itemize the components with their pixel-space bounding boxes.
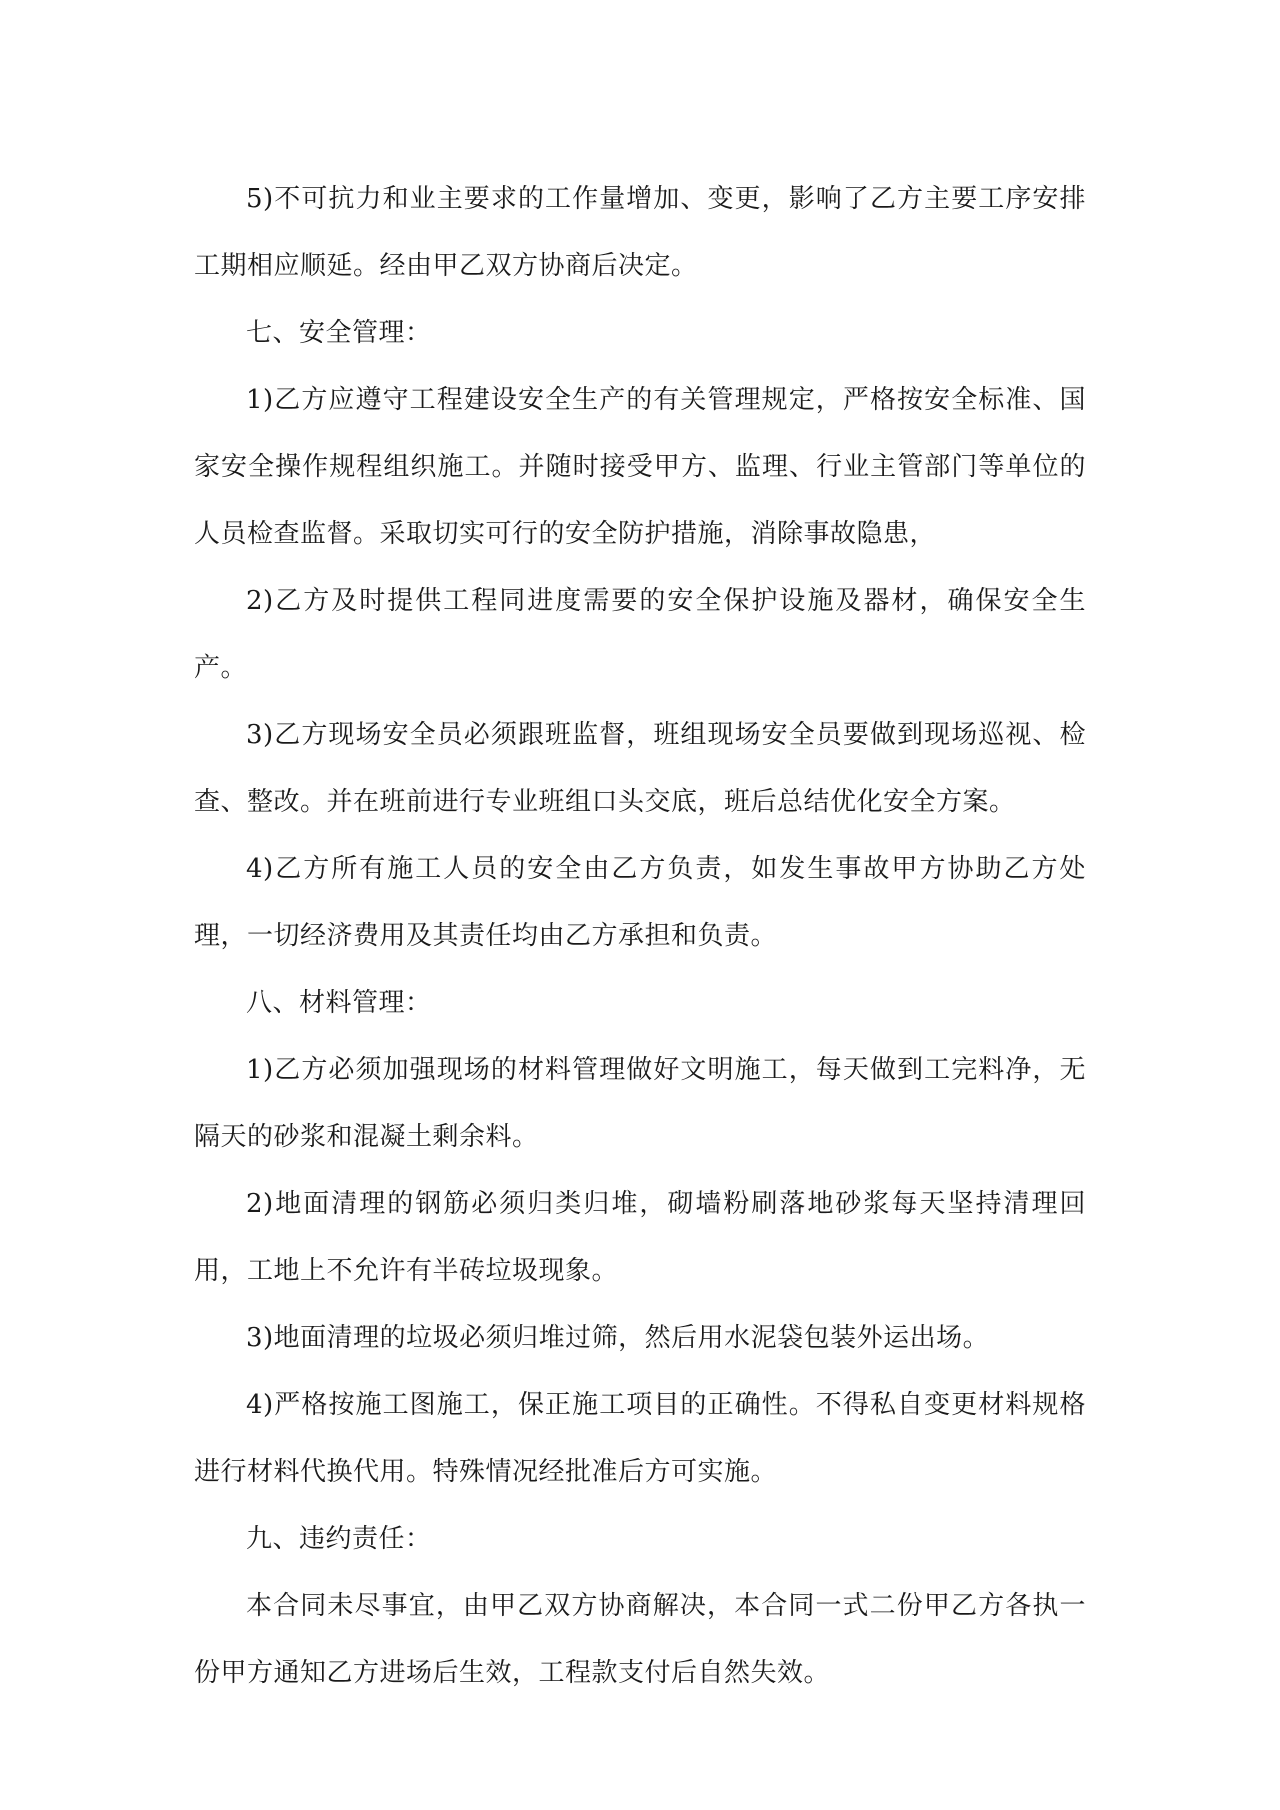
materials-clause-1: 1)乙方必须加强现场的材料管理做好文明施工，每天做到工完料净，无隔天的砂浆和混凝土剩余料。 xyxy=(194,1055,1086,1152)
document-page xyxy=(194,166,1086,1707)
section-heading-safety: 七、安全管理： xyxy=(246,318,432,348)
section-heading-materials: 八、材料管理： xyxy=(246,988,432,1018)
materials-clause-3: 3)地面清理的垃圾必须归堆过筛，然后用水泥袋包装外运出场。 xyxy=(246,1323,990,1353)
safety-clause-1: 1)乙方应遵守工程建设安全生产的有关管理规定，严格按安全标准、国家安全操作规程组织施工。并随时接受甲方、监理、行业主管部门等单位的人员检查监督。采取切实可行的安全防护措施，消除事故隐患， xyxy=(194,385,1086,549)
safety-clause-3: 3)乙方现场安全员必须跟班监督，班组现场安全员要做到现场巡视、检查、整改。并在班前进行专业班组口头交底，班后总结优化安全方案。 xyxy=(194,720,1086,817)
breach-clause: 本合同未尽事宜，由甲乙双方协商解决，本合同一式二份甲乙方各执一份甲方通知乙方进场后生效，工程款支付后自然失效。 xyxy=(194,1591,1086,1688)
clause-5-force-majeure: 5)不可抗力和业主要求的工作量增加、变更，影响了乙方主要工序安排工期相应顺延。经由甲乙双方协商后决定。 xyxy=(194,184,1086,281)
safety-clause-4: 4)乙方所有施工人员的安全由乙方负责，如发生事故甲方协助乙方处理，一切经济费用及其责任均由乙方承担和负责。 xyxy=(194,854,1086,951)
materials-clause-2: 2)地面清理的钢筋必须归类归堆，砌墙粉刷落地砂浆每天坚持清理回用，工地上不允许有半砖垃圾现象。 xyxy=(194,1189,1086,1286)
materials-clause-4: 4)严格按施工图施工，保正施工项目的正确性。不得私自变更材料规格进行材料代换代用。特殊情况经批准后方可实施。 xyxy=(194,1390,1086,1487)
safety-clause-2: 2)乙方及时提供工程同进度需要的安全保护设施及器材，确保安全生产。 xyxy=(194,586,1086,683)
section-heading-breach: 九、违约责任： xyxy=(246,1524,432,1554)
